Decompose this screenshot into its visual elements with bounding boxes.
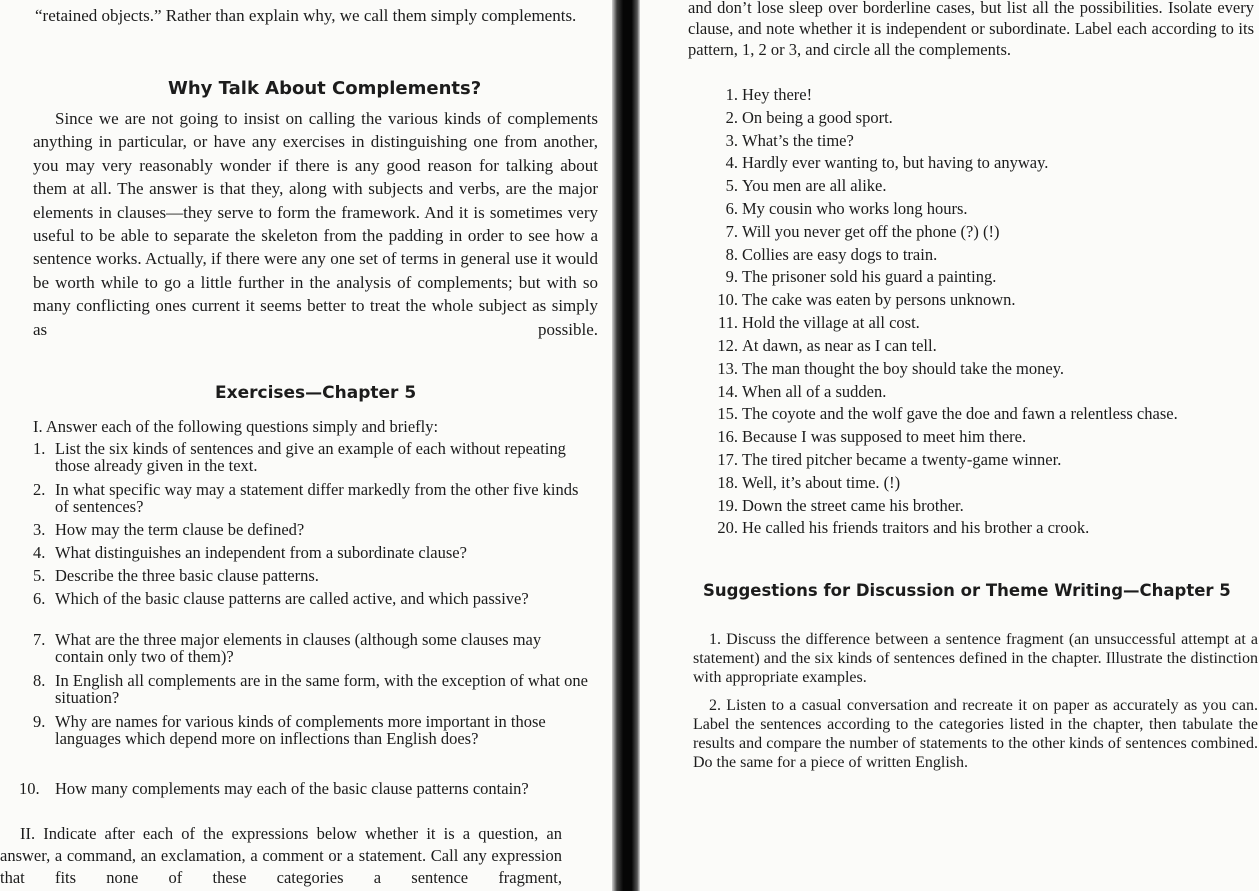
suggestion-1: 1. Discuss the difference between a sentence fragment (an unsuccessful attempt at a statement) and the six kinds of sentences defined in the chapter. Illustrate the distinction with appropriate examples. xyxy=(693,631,1258,686)
item-number: 17. xyxy=(717,450,738,469)
item-text: He called his friends traitors and his brother a crook. xyxy=(742,518,1090,537)
question-text: How may the term clause be defined? xyxy=(55,520,305,539)
question-text: Describe the three basic clause patterns. xyxy=(55,566,319,585)
question-item xyxy=(33,522,590,539)
question-number: 8. xyxy=(33,671,46,690)
item-number: 11. xyxy=(717,313,738,332)
item-number: 13. xyxy=(717,359,738,378)
question-item xyxy=(19,781,604,798)
question-number: 7. xyxy=(33,630,46,649)
item-number: 14. xyxy=(717,382,738,401)
question-text: What are the three major elements in clauses (although some clauses may contain only two of them)? xyxy=(55,630,542,666)
question-item xyxy=(33,482,590,515)
question-item xyxy=(33,673,590,706)
item-text: Will you never get off the phone (?) (!) xyxy=(742,222,1000,241)
left-page xyxy=(0,0,612,891)
part1-intro: I. Answer each of the following questions simply and briefly: xyxy=(33,417,439,436)
list-item xyxy=(692,427,1026,447)
item-text: My cousin who works long hours. xyxy=(742,199,968,218)
question-number: 4. xyxy=(33,543,46,562)
item-text: Hey there! xyxy=(742,85,813,104)
exercises-heading: Exercises—Chapter 5 xyxy=(215,383,417,403)
item-number: 7. xyxy=(725,222,738,241)
list-item xyxy=(692,85,812,105)
question-number: 6. xyxy=(33,589,46,608)
item-text: You men are all alike. xyxy=(742,176,887,195)
question-text: Why are names for various kinds of complements more important in those languages which depend more on inflections than English does? xyxy=(55,712,546,748)
list-item xyxy=(692,336,937,356)
item-number: 6. xyxy=(725,199,738,218)
list-item xyxy=(692,199,968,219)
list-item xyxy=(692,290,1016,310)
item-text: The prisoner sold his guard a painting. xyxy=(742,267,997,286)
item-number: 5. xyxy=(725,176,738,195)
question-item xyxy=(33,714,590,747)
item-text: Well, it’s about time. (!) xyxy=(742,473,901,492)
item-text: On being a good sport. xyxy=(742,108,893,127)
question-text: How many complements may each of the basic clause patterns contain? xyxy=(55,779,529,798)
book-spine xyxy=(612,0,640,891)
list-item xyxy=(692,267,996,287)
item-text: Because I was supposed to meet him there. xyxy=(742,427,1027,446)
item-number: 15. xyxy=(717,404,738,423)
question-number: 2. xyxy=(33,480,46,499)
list-item xyxy=(692,518,1089,538)
suggestions-heading: Suggestions for Discussion or Theme Writing—Chapter 5 xyxy=(703,581,1231,600)
why-paragraph: Since we are not going to insist on calling the various kinds of complements anything in particular, or have any exercises in distinguishing one from another, you may very reasonably wonder if there is any good reason for talking about them at all. The answer is that they, along with subjects and verbs, are the major elements in clauses—they serve to form the framework. And it is sometimes very useful to be able to separate the skeleton from the padding in order to see how a sentence works. Actually, if there were any one set of terms in general use it would be worth while to go a little further in the analysis of complements; but with so many conflicting ones current it seems better to treat the whole subject as simply as possible. xyxy=(33,109,598,339)
item-number: 4. xyxy=(725,153,738,172)
question-number: 3. xyxy=(33,520,46,539)
item-number: 16. xyxy=(717,427,738,446)
question-item xyxy=(33,568,590,585)
item-text: At dawn, as near as I can tell. xyxy=(742,336,937,355)
item-number: 12. xyxy=(717,336,738,355)
item-number: 3. xyxy=(725,131,738,150)
part2-paragraph: II. Indicate after each of the expressions below whether it is a question, an answer, a command, an exclamation, a comment or a statement. Call any expression that fits none of these categories a sentence fragment, xyxy=(0,824,562,887)
item-text: What’s the time? xyxy=(742,131,854,150)
question-text: In what specific way may a statement differ markedly from the other five kinds of sentences? xyxy=(55,480,579,516)
item-text: The tired pitcher became a twenty-game winner. xyxy=(742,450,1062,469)
item-text: Down the street came his brother. xyxy=(742,496,964,515)
list-item xyxy=(692,473,900,493)
question-number: 10. xyxy=(19,779,40,798)
list-item xyxy=(692,404,1178,424)
list-item xyxy=(692,382,886,402)
question-number: 5. xyxy=(33,566,46,585)
list-item xyxy=(692,245,937,265)
item-number: 19. xyxy=(717,496,738,515)
item-text: Hold the village at all cost. xyxy=(742,313,920,332)
item-text: Collies are easy dogs to train. xyxy=(742,245,938,264)
item-number: 20. xyxy=(717,518,738,537)
question-text: List the six kinds of sentences and give an example of each without repeating those already given in the text. xyxy=(55,439,566,475)
instructions-paragraph: and don’t lose sleep over borderline cases, but list all the possibilities. Isolate every clause, and note whether it is independent or subordinate. Label each according to its pattern, 1, 2 or 3, and circle all the complements. xyxy=(688,0,1254,59)
question-text: In English all complements are in the same form, with the exception of what one situation? xyxy=(55,671,588,707)
question-text: Which of the basic clause patterns are called active, and which passive? xyxy=(55,589,529,608)
list-item xyxy=(692,450,1061,470)
question-number: 1. xyxy=(33,439,46,458)
question-item xyxy=(33,591,590,608)
item-number: 9. xyxy=(725,267,738,286)
why-heading: Why Talk About Complements? xyxy=(168,78,482,99)
item-text: The man thought the boy should take the money. xyxy=(742,359,1064,378)
question-text: What distinguishes an independent from a subordinate clause? xyxy=(55,543,467,562)
list-item xyxy=(692,153,1048,173)
item-text: The coyote and the wolf gave the doe and fawn a relentless chase. xyxy=(742,404,1178,423)
list-item xyxy=(692,176,887,196)
item-text: Hardly ever wanting to, but having to anyway. xyxy=(742,153,1049,172)
item-text: When all of a sudden. xyxy=(742,382,887,401)
list-item xyxy=(692,359,1064,379)
list-item xyxy=(692,108,893,128)
question-item xyxy=(33,441,590,474)
right-page xyxy=(640,0,1259,891)
intro-paragraph: “retained objects.” Rather than explain why, we call them simply complements. xyxy=(35,6,577,25)
item-number: 1. xyxy=(725,85,738,104)
item-text: The cake was eaten by persons unknown. xyxy=(742,290,1016,309)
item-number: 18. xyxy=(717,473,738,492)
list-item xyxy=(692,313,920,333)
question-item xyxy=(33,632,590,665)
item-number: 8. xyxy=(725,245,738,264)
question-item xyxy=(33,545,590,562)
item-number: 2. xyxy=(725,108,738,127)
item-number: 10. xyxy=(717,290,738,309)
list-item xyxy=(692,496,964,516)
list-item xyxy=(692,131,854,151)
list-item xyxy=(692,222,999,242)
suggestion-2: 2. Listen to a casual conversation and recreate it on paper as accurately as you can. Label the sentences according to the categories listed in the chapter, then tabulate the results and compare the number of statements to the other kinds of sentences combined. Do the same for a piece of written English. xyxy=(693,697,1258,771)
question-number: 9. xyxy=(33,712,46,731)
